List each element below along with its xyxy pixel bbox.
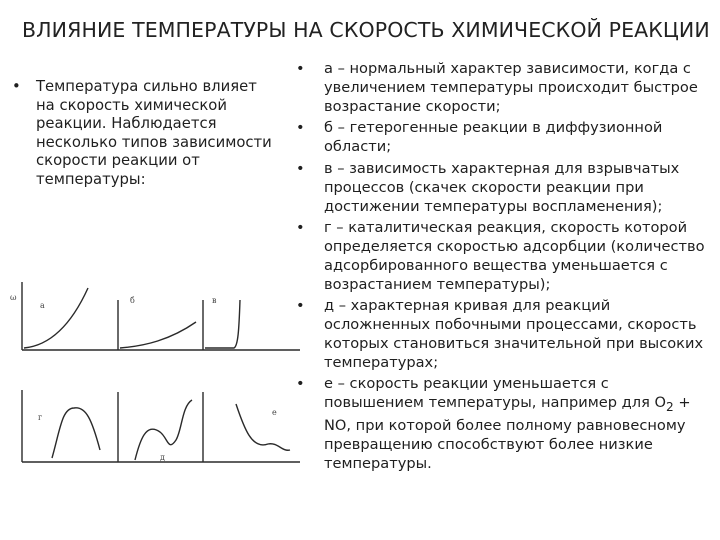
bullet-marker: • bbox=[296, 375, 305, 393]
slide-title: ВЛИЯНИЕ ТЕМПЕРАТУРЫ НА СКОРОСТЬ ХИМИЧЕСКОЙ РЕАКЦИИ bbox=[22, 18, 710, 42]
label-g: г bbox=[38, 413, 43, 422]
label-e: е bbox=[272, 408, 277, 417]
list-item-d bbox=[290, 297, 710, 373]
curve-a bbox=[24, 288, 88, 348]
item-text bbox=[324, 375, 710, 473]
dependency-types-list bbox=[290, 60, 710, 477]
item-text: б – гетерогенные реакции в диффузионной области; bbox=[324, 119, 663, 156]
intro-bullet bbox=[10, 78, 280, 189]
bullet-marker: • bbox=[12, 78, 21, 95]
item-text: а – нормальный характер зависимости, когда с увеличением температуры происходит быстрое возрастание скорости; bbox=[324, 60, 698, 115]
bullet-marker: • bbox=[296, 119, 305, 137]
curve-b bbox=[120, 322, 196, 348]
curve-e bbox=[236, 404, 290, 450]
axis-label-omega: ω bbox=[10, 293, 17, 302]
temperature-dependence-graphs bbox=[0, 280, 310, 470]
item-text-part: е – скорость реакции уменьшается с повышением температуры, например для O bbox=[324, 375, 666, 412]
bullet-marker: • bbox=[296, 60, 305, 77]
intro-text: Температура сильно влияет на скорость химической реакции. Наблюдается несколько типов зависимости скорости реакции от температуры: bbox=[36, 78, 272, 188]
bullet-marker: • bbox=[296, 219, 305, 237]
graph-lines bbox=[22, 282, 300, 462]
label-b: б bbox=[130, 296, 135, 305]
item-text: в – зависимость характерная для взрывчатых процессов (скачек скорости реакции при достижении температуры воспламенения); bbox=[324, 159, 680, 215]
list-item-a bbox=[290, 60, 710, 117]
label-a: а bbox=[40, 301, 45, 310]
bullet-marker: • bbox=[296, 159, 305, 177]
list-item-g bbox=[290, 219, 710, 295]
label-d: д bbox=[160, 453, 165, 462]
curve-d bbox=[135, 400, 192, 460]
list-item-e bbox=[290, 375, 710, 473]
curve-g bbox=[52, 408, 100, 458]
list-item-b bbox=[290, 119, 710, 157]
bullet-marker: • bbox=[296, 297, 305, 315]
subscript: 2 bbox=[665, 400, 674, 415]
label-v: в bbox=[212, 296, 217, 305]
item-text: д – характерная кривая для реакций осложненных побочными процессами, скорость которых становиться значительной при высоких температурах; bbox=[324, 297, 704, 371]
list-item-v bbox=[290, 160, 710, 217]
item-text: г – каталитическая реакция, скорость которой определяется скоростью адсорбции (количество адсорбированного вещества уменьшается с возрастанием температуры); bbox=[324, 219, 705, 293]
curve-v bbox=[205, 300, 240, 348]
item-text-part: + NO, при которой более полному равновесному превращению способствуют более низкие температуры. bbox=[324, 394, 691, 472]
